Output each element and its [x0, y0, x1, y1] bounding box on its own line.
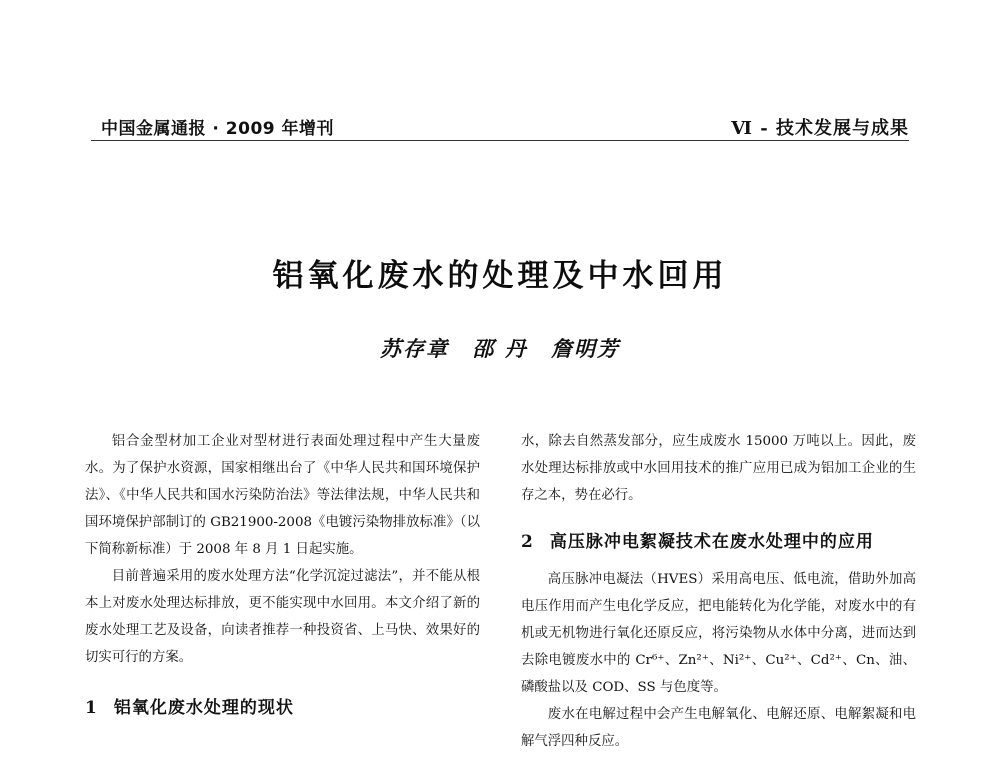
article-title: 铝氧化废水的处理及中水回用: [272, 258, 728, 294]
author: 邵 丹: [472, 336, 528, 361]
left-column: [85, 428, 480, 722]
body-paragraph: 废水在电解过程中会产生电解氧化、电解还原、电解絮凝和电解气浮四种反应。: [521, 707, 916, 749]
author-list: [0, 333, 1000, 363]
body-paragraph: 目前普遍采用的废水处理方法“化学沉淀过滤法”，并不能从根本上对废水处理达标排放，更不能实现中水回用。本文介绍了新的废水处理工艺及设备，向读者推荐一种投资省、上马快、效果好的切实可行的方案。: [85, 569, 480, 665]
body-paragraph: 铝合金型材加工企业对型材进行表面处理过程中产生大量废水。为了保护水资源，国家相继出台了《中华人民共和国环境保护法》、《中华人民共和国水污染防治法》等法律法规，中华人民共和国环境保护部制订的 GB21900-2008《电镀污染物排放标准》（以下简称新标准）于 2008 年 8 月 1 日起实施。: [85, 434, 480, 557]
body-paragraph: 高压脉冲电凝法（HVES）采用高电压、低电流，借助外加高电压作用而产生电化学反应，把电能转化为化学能，对废水中的有机或无机物进行氧化还原反应，将污染物从水体中分离，进而达到去除电镀废水中的 Cr⁶⁺、Zn²⁺、Ni²⁺、Cu²⁺、Cd²⁺、Cn、油、磷酸盐以及 COD、SS 与色度等。: [521, 572, 916, 695]
section-title: 高压脉冲电絮凝技术在废水处理中的应用: [549, 532, 874, 552]
body-paragraph-continued: 水，除去自然蒸发部分，应生成废水 15000 万吨以上。因此，废水处理达标排放或中水回用技术的推广应用已成为铝加工企业的生存之本，势在必行。: [521, 434, 916, 503]
author: 詹明芳: [550, 336, 620, 361]
journal-name: 中国金属通报 · 2009 年增刊: [101, 119, 335, 139]
section-number: 2: [521, 532, 534, 552]
section-number: 1: [85, 698, 98, 718]
section-heading: [521, 529, 916, 556]
section-title: 铝氧化废水处理的现状: [113, 698, 294, 718]
right-column: [521, 428, 916, 755]
section-heading: [85, 695, 480, 722]
running-head: [91, 110, 909, 141]
author: 苏存章: [380, 336, 450, 361]
section-name: Ⅵ - 技术发展与成果: [731, 118, 909, 139]
